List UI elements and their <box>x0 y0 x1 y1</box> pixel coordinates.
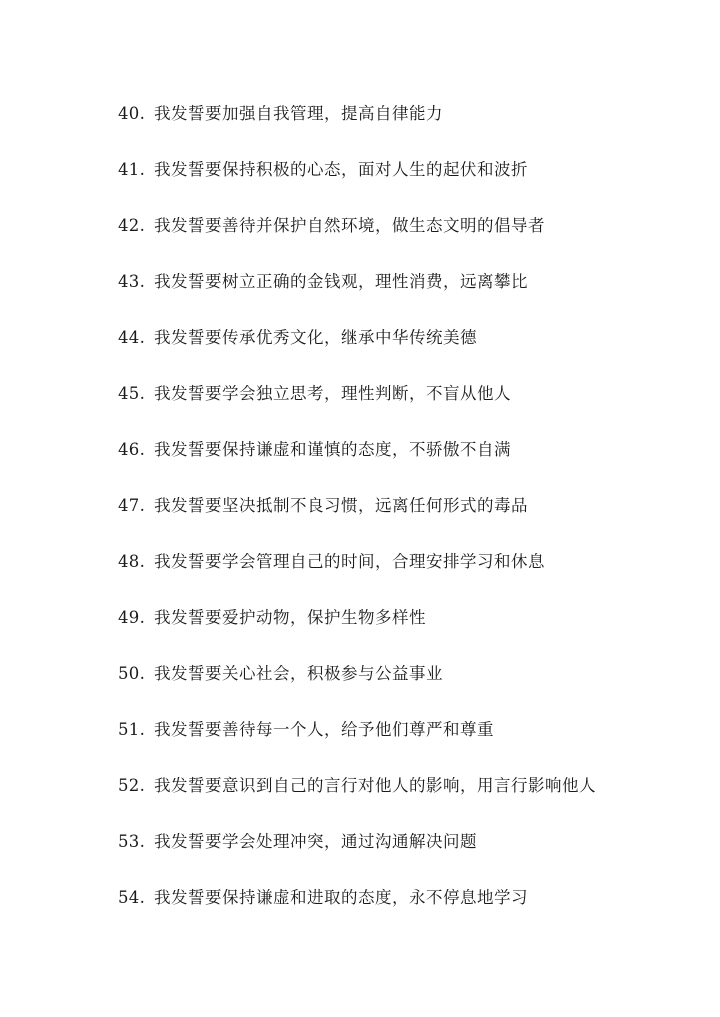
item-number: 43. <box>118 272 146 291</box>
item-text: 我发誓要坚决抵制不良习惯，远离任何形式的毒品 <box>154 496 528 515</box>
item-text: 我发誓要保持谦虚和进取的态度，永不停息地学习 <box>154 888 528 907</box>
item-number: 45. <box>118 384 146 403</box>
item-number: 48. <box>118 552 146 571</box>
list-item <box>118 478 678 534</box>
list-item <box>118 702 678 758</box>
item-number: 51. <box>118 720 146 739</box>
list-item <box>118 366 678 422</box>
list-item <box>118 422 678 478</box>
item-number: 52. <box>118 776 146 795</box>
list-item <box>118 310 678 366</box>
item-number: 41. <box>118 160 146 179</box>
item-text: 我发誓要善待每一个人，给予他们尊严和尊重 <box>154 720 494 739</box>
item-number: 54. <box>118 888 146 907</box>
item-number: 42. <box>118 216 146 235</box>
item-text: 我发誓要善待并保护自然环境，做生态文明的倡导者 <box>154 216 545 235</box>
item-text: 我发誓要关心社会，积极参与公益事业 <box>154 664 443 683</box>
item-number: 44. <box>118 328 146 347</box>
list-item <box>118 198 678 254</box>
item-text: 我发誓要爱护动物，保护生物多样性 <box>154 608 426 627</box>
item-text: 我发誓要加强自我管理，提高自律能力 <box>154 104 443 123</box>
list-item <box>118 142 678 198</box>
item-number: 49. <box>118 608 146 627</box>
list-item <box>118 86 678 142</box>
item-text: 我发誓要学会管理自己的时间，合理安排学习和休息 <box>154 552 545 571</box>
item-number: 40. <box>118 104 146 123</box>
list-item <box>118 870 678 926</box>
item-text: 我发誓要保持谦虚和谨慎的态度，不骄傲不自满 <box>154 440 511 459</box>
item-text: 我发誓要学会处理冲突，通过沟通解决问题 <box>154 832 477 851</box>
item-text: 我发誓要传承优秀文化，继承中华传统美德 <box>154 328 477 347</box>
list-item <box>118 534 678 590</box>
item-text: 我发誓要树立正确的金钱观，理性消费，远离攀比 <box>154 272 528 291</box>
vow-list <box>118 86 678 926</box>
item-number: 46. <box>118 440 146 459</box>
item-number: 50. <box>118 664 146 683</box>
item-number: 47. <box>118 496 146 515</box>
list-item <box>118 758 678 814</box>
list-item <box>118 590 678 646</box>
item-number: 53. <box>118 832 146 851</box>
item-text: 我发誓要保持积极的心态，面对人生的起伏和波折 <box>154 160 528 179</box>
item-text: 我发誓要学会独立思考，理性判断，不盲从他人 <box>154 384 511 403</box>
item-text: 我发誓要意识到自己的言行对他人的影响，用言行影响他人 <box>154 776 596 795</box>
list-item <box>118 814 678 870</box>
list-item <box>118 254 678 310</box>
list-item <box>118 646 678 702</box>
